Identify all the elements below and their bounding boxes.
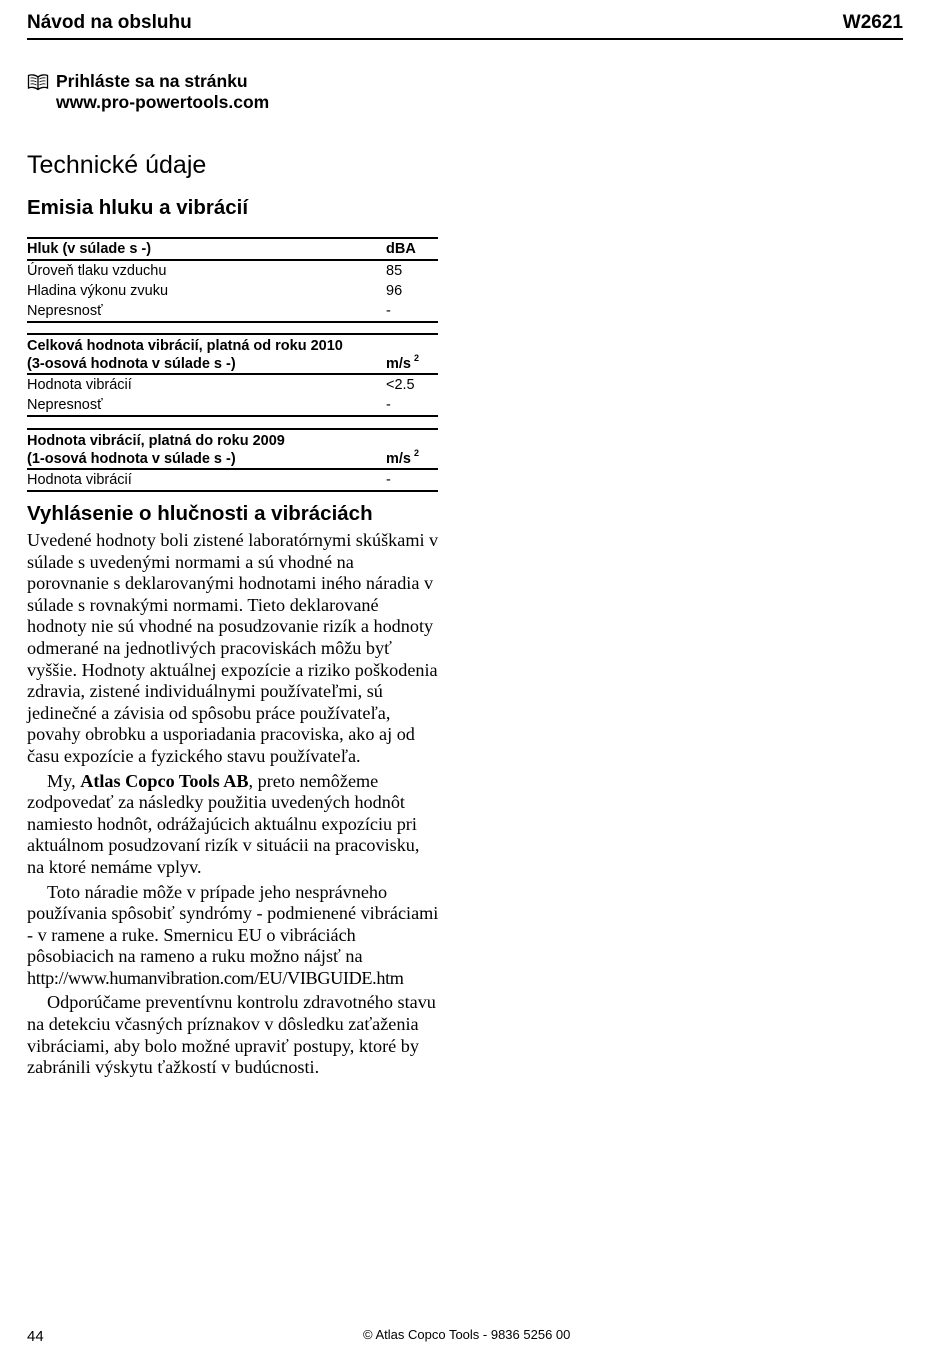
row-label: Hladina výkonu zvuku (27, 283, 169, 299)
page-header (27, 10, 903, 40)
model-number: W2621 (842, 12, 903, 33)
table-row (27, 469, 438, 491)
header-line-1: Celková hodnota vibrácií, platná od roku 2010 (27, 338, 343, 354)
vib2009-header-label (27, 429, 386, 469)
open-book-icon (27, 73, 49, 91)
copyright-notice: © Atlas Copco Tools - 9836 5256 00 (363, 1327, 571, 1342)
subsection-title: Emisia hluku a vibrácií (27, 196, 249, 219)
row-value: - (386, 395, 438, 416)
vibration-guide-link[interactable]: http://www.humanvibration.com/EU/VIBGUIDE.htm (27, 967, 404, 988)
vibration-2009-table (27, 428, 438, 492)
paragraph-2 (27, 771, 439, 879)
website-link[interactable]: www.pro-powertools.com (56, 92, 270, 112)
header-line-2: (1-osová hodnota v súlade s -) (27, 451, 236, 467)
header-line-1: Hodnota vibrácií, platná do roku 2009 (27, 433, 285, 449)
table-row (27, 281, 438, 301)
p3-text: Toto náradie môže v prípade jeho nesprávneho používania spôsobiť syndrómy - podmienené vibráciami - v ramene a ruke. Smernicu EU o vibráciách pôsobiacich na rameno a ruku možno nájsť na (27, 881, 439, 967)
paragraph-1: Uvedené hodnoty boli zistené laboratórnymi skúškami v súlade s uvedenými normami a sú vhodné na porovnanie s deklarovanými hodnotami iného náradia v súlade s rovnakými normami. Tieto deklarované hodnoty nie sú vhodné na posudzovanie rizík a hodnoty odmerané na jednotlivých pracoviskách môžu byť vyššie. Hodnoty aktuálnej expozície a riziko poškodenia zdravia, zistené individuálnymi používateľmi, sú jedinečné a závisia od spôsobu práce používateľa, povahy obrobku a usporiadania pracoviska, ako aj od času expozície a fyzického stavu používateľa. (27, 530, 439, 766)
row-label: Nepresnosť (27, 301, 386, 322)
unit-exponent: 2 (414, 448, 420, 458)
table-header-row (27, 238, 438, 260)
row-value: 96 (386, 283, 403, 299)
table-row (27, 395, 438, 416)
row-value: - (386, 301, 438, 322)
p2-prefix: My, (47, 770, 81, 791)
vib2010-header-label (27, 334, 386, 374)
vibration-2010-table (27, 333, 438, 417)
declaration-body (27, 530, 439, 1082)
row-value: 85 (386, 263, 403, 279)
noise-table (27, 237, 438, 323)
paragraph-3 (27, 882, 439, 990)
vib2010-header-unit (386, 334, 438, 374)
row-value: <2.5 (386, 377, 415, 393)
row-label: Nepresnosť (27, 395, 386, 416)
p2-suffix: , preto nemôžeme zodpovedať za následky použitia uvedených hodnôt namiesto hodnôt, odrážajúcich aktuálnu expozíciu pri aktuálnom posudzovaní rizík v situácii na pracovisku, na ktoré nemáme vplyv. (27, 770, 420, 877)
row-value: - (386, 469, 438, 491)
page-number: 44 (27, 1328, 44, 1345)
row-label: Hodnota vibrácií (27, 377, 132, 393)
table-row (27, 374, 438, 395)
declaration-title: Vyhlásenie o hlučnosti a vibráciách (27, 502, 373, 525)
unit-text: m/s (386, 451, 411, 467)
table-row (27, 260, 438, 281)
table-header-row (27, 429, 438, 469)
vib2009-header-unit (386, 429, 438, 469)
paragraph-4: Odporúčame preventívnu kontrolu zdravotného stavu na detekciu včasných príznakov v dôsledku zaťaženia vibráciami, aby bolo možné upraviť postupy, ktoré by zabránili výskytu ťažkostí v budúcnosti. (27, 992, 436, 1078)
company-name: Atlas Copco Tools AB (80, 770, 249, 791)
table-header-row (27, 334, 438, 374)
unit-exponent: 2 (414, 353, 420, 363)
noise-header-label: Hluk (v súlade s -) (27, 238, 386, 260)
section-title: Technické údaje (27, 151, 207, 179)
document-title: Návod na obsluhu (27, 12, 192, 33)
unit-text: m/s (386, 356, 411, 372)
row-label: Úroveň tlaku vzduchu (27, 263, 167, 279)
table-row (27, 301, 438, 322)
login-line-1: Prihláste sa na stránku (56, 71, 248, 91)
row-label: Hodnota vibrácií (27, 469, 386, 491)
header-line-2: (3-osová hodnota v súlade s -) (27, 356, 236, 372)
noise-header-unit: dBA (386, 238, 438, 260)
